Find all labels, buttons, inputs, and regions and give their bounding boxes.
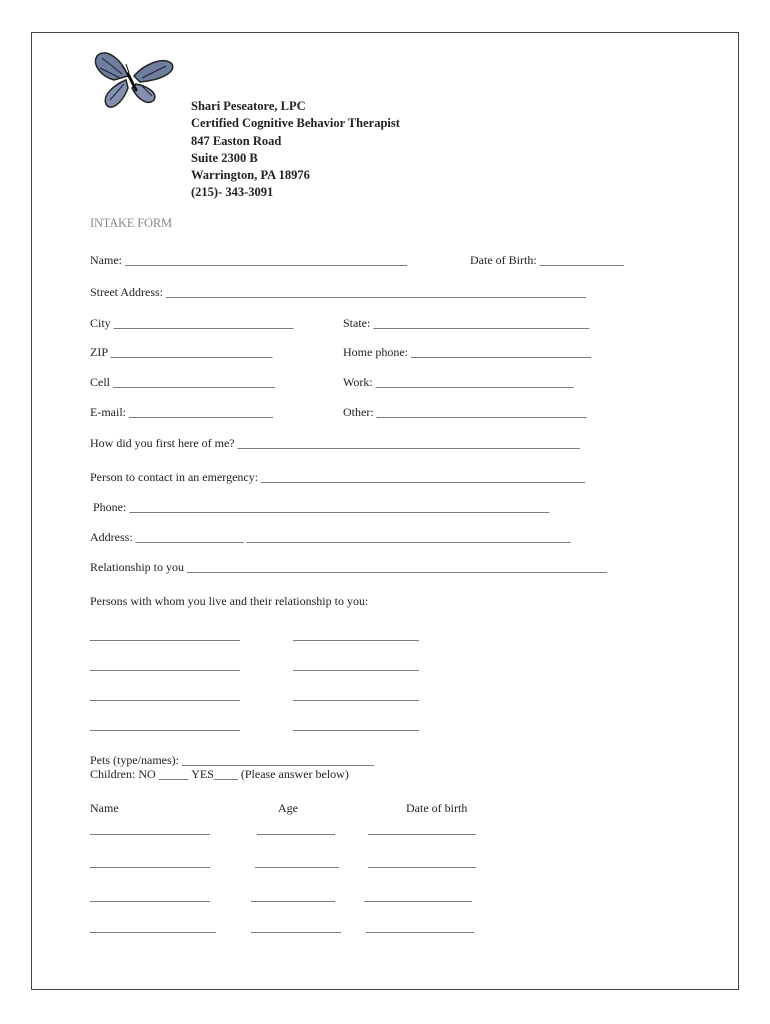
butterfly-icon [92, 46, 176, 112]
emergency-relationship-field[interactable]: Relationship to you ______________________________________________________________________ [90, 560, 607, 574]
city-field[interactable]: City ______________________________ [90, 316, 294, 330]
household-relationship-field[interactable]: _____________________ [293, 718, 419, 732]
practice-header [191, 98, 400, 202]
emergency-phone-field[interactable]: Phone: ______________________________________________________________________ [93, 500, 550, 514]
child-name-field[interactable]: ____________________ [90, 822, 210, 836]
email-field[interactable]: E-mail: ________________________ [90, 405, 273, 419]
household-label: Persons with whom you live and their relationship to you: [90, 594, 369, 608]
children-name-header: Name [90, 801, 119, 815]
household-person-field[interactable]: _________________________ [90, 658, 240, 672]
work-phone-field[interactable]: Work: _________________________________ [343, 375, 574, 389]
household-relationship-field[interactable]: _____________________ [293, 658, 419, 672]
household-person-field[interactable]: _________________________ [90, 718, 240, 732]
home-phone-field[interactable]: Home phone: ______________________________ [343, 345, 591, 359]
referral-source-field[interactable]: How did you first here of me? _________________________________________________________ [90, 436, 580, 450]
child-dob-field[interactable]: __________________ [368, 822, 476, 836]
child-name-field[interactable]: ____________________ [90, 889, 210, 903]
children-dob-header: Date of birth [406, 801, 468, 815]
street-address: 847 Easton Road [191, 133, 282, 148]
child-age-field[interactable]: _______________ [251, 920, 341, 934]
household-relationship-field[interactable]: _____________________ [293, 688, 419, 702]
child-dob-field[interactable]: __________________ [364, 889, 472, 903]
name-field[interactable]: Name: _______________________________________________ [90, 253, 407, 267]
zip-field[interactable]: ZIP ___________________________ [90, 345, 273, 359]
household-person-field[interactable]: _________________________ [90, 688, 240, 702]
cell-field[interactable]: Cell ___________________________ [90, 375, 275, 389]
child-dob-field[interactable]: __________________ [366, 920, 474, 934]
children-question[interactable]: Children: NO _____ YES____ (Please answer below) [90, 767, 349, 781]
pets-field[interactable]: Pets (type/names): ________________________________ [90, 753, 374, 767]
household-relationship-field[interactable]: _____________________ [293, 628, 419, 642]
emergency-address-field[interactable]: Address: __________________ ______________________________________________________ [90, 530, 571, 544]
suite: Suite 2300 B [191, 150, 258, 165]
therapist-title: Certified Cognitive Behavior Therapist [191, 116, 400, 131]
child-age-field[interactable]: _____________ [257, 822, 335, 836]
practice-phone: (215)- 343-3091 [191, 185, 274, 200]
street-address-field[interactable]: Street Address: ______________________________________________________________________ [90, 285, 586, 299]
household-person-field[interactable]: _________________________ [90, 628, 240, 642]
child-dob-field[interactable]: __________________ [368, 855, 476, 869]
emergency-contact-field[interactable]: Person to contact in an emergency: ______________________________________________________ [90, 470, 586, 484]
child-name-field[interactable]: _____________________ [90, 920, 216, 934]
child-age-field[interactable]: ______________ [255, 855, 339, 869]
city-state-zip: Warrington, PA 18976 [191, 168, 310, 183]
other-phone-field[interactable]: Other: ___________________________________ [343, 405, 587, 419]
child-name-field[interactable]: ____________________ [90, 855, 210, 869]
form-title: INTAKE FORM [90, 216, 172, 230]
dob-field[interactable]: Date of Birth: ______________ [470, 253, 624, 267]
state-field[interactable]: State: ____________________________________ [343, 316, 590, 330]
child-age-field[interactable]: ______________ [251, 889, 335, 903]
therapist-name: Shari Peseatore, LPC [191, 99, 306, 113]
children-age-header: Age [278, 801, 298, 815]
